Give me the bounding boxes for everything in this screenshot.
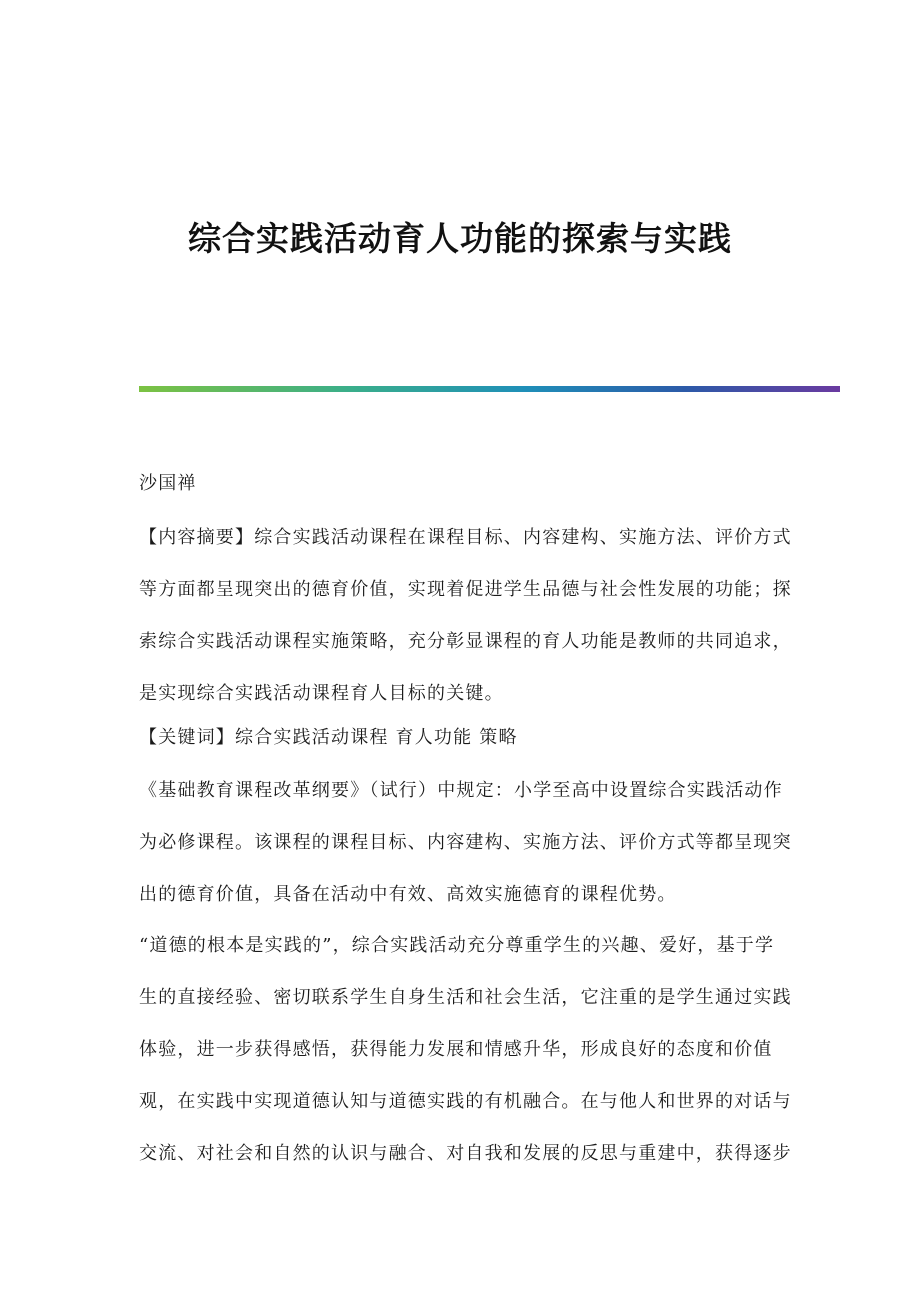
paragraph-line: 出的德育价值，具备在活动中有效、高效实施德育的课程优势。	[139, 884, 677, 905]
body-paragraph-1	[139, 773, 792, 929]
body-paragraph-2	[139, 928, 792, 1188]
author-name: 沙国禅	[139, 473, 197, 494]
paragraph-line: 交流、对社会和自然的认识与融合、对自我和发展的反思与重建中，获得逐步	[139, 1143, 792, 1164]
keywords-line: 【关键词】综合实践活动课程 育人功能 策略	[139, 727, 518, 748]
abstract-line: 【内容摘要】综合实践活动课程在课程目标、内容建构、实施方法、评价方式	[139, 527, 792, 548]
gradient-divider	[139, 386, 840, 392]
abstract-line: 索综合实践活动课程实施策略，充分彰显课程的育人功能是教师的共同追求，	[139, 631, 792, 652]
abstract-line: 等方面都呈现突出的德育价值，实现着促进学生品德与社会性发展的功能；探	[139, 579, 792, 600]
paragraph-line: 观，在实践中实现道德认知与道德实践的有机融合。在与他人和世界的对话与	[139, 1091, 792, 1112]
abstract-line: 是实现综合实践活动课程育人目标的关键。	[139, 683, 504, 704]
paragraph-line: “道德的根本是实践的”，综合实践活动充分尊重学生的兴趣、爱好，基于学	[139, 935, 775, 956]
page-title: 综合实践活动育人功能的探索与实践	[188, 219, 732, 258]
paragraph-line: 生的直接经验、密切联系学生自身生活和社会生活，它注重的是学生通过实践	[139, 987, 792, 1008]
paragraph-line: 为必修课程。该课程的课程目标、内容建构、实施方法、评价方式等都呈现突	[139, 832, 792, 853]
paragraph-line: 《基础教育课程改革纲要》（试行）中规定：小学至高中设置综合实践活动作	[139, 780, 783, 801]
paragraph-line: 体验，进一步获得感悟，获得能力发展和情感升华，形成良好的态度和价值	[139, 1039, 773, 1060]
abstract-paragraph	[139, 520, 792, 728]
